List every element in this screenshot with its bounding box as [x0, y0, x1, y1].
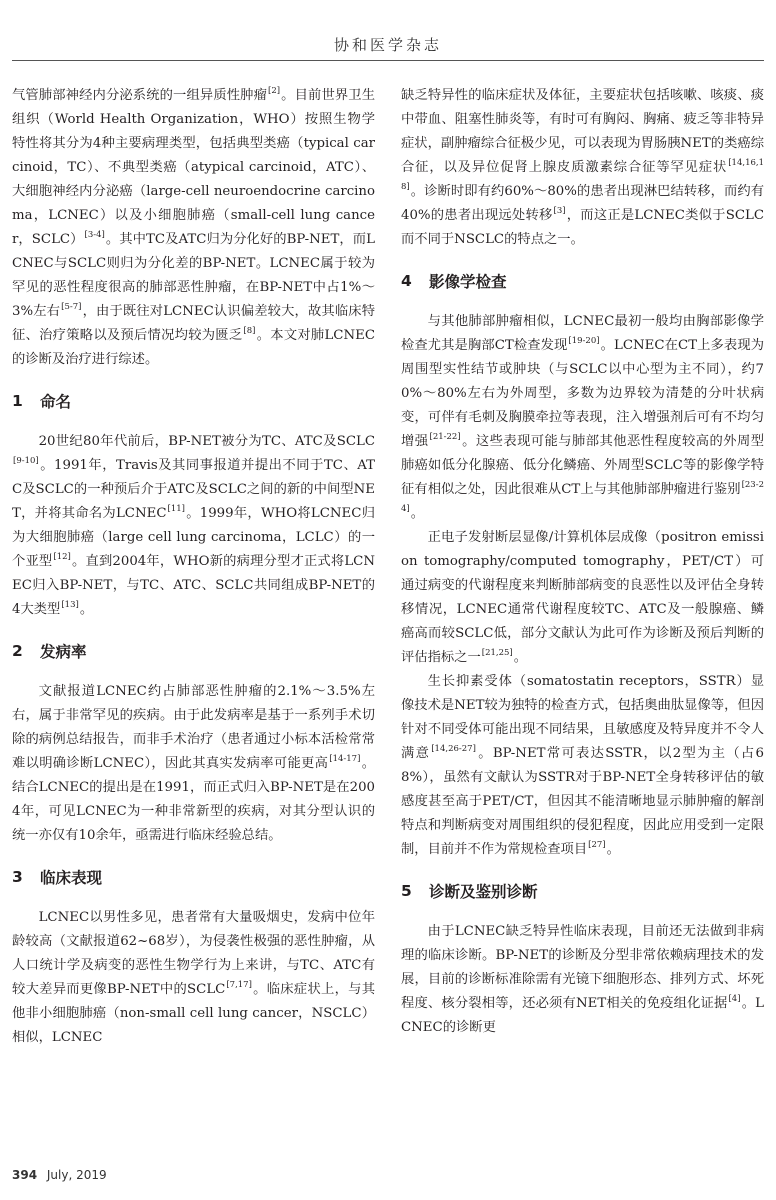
paragraph-text: 正电子发射断层显像/计算机体层成像（positron emission tomography/computed tomography，PET/CT）可通过病变的代谢程度来判断肺部病变的良恶性以及评估全身转移情况，LCNEC通常代谢程度较TC、ATC及一般腺癌、鳞癌高而较SCLC低，部分文献认为此可作为诊断及预后判断的评估指标之一: [401, 530, 764, 665]
body-paragraph: [401, 84, 764, 252]
page-header: [0, 0, 776, 60]
paragraph-text: 。这些表现可能与肺部其他恶性程度较高的外周型肺癌如低分化腺癌、低分化鳞癌、外周型SCLC等的影像学特征有相似之处，因此很难从CT上与其他肺部肿瘤进行鉴别: [401, 434, 765, 497]
citation-ref: [21-22]: [429, 432, 461, 442]
section-title: 临床表现: [40, 869, 103, 887]
paragraph-text: 。: [410, 506, 425, 521]
body-paragraph: [401, 670, 764, 862]
left-column: [12, 84, 375, 1050]
citation-ref: [19-20]: [568, 336, 600, 346]
citation-ref: [9-10]: [13, 456, 39, 466]
section-heading: [401, 862, 764, 920]
section-title: 命名: [40, 393, 72, 411]
paragraph-text: 生长抑素受体（somatostatin receptors，SSTR）显像技术是NET较为独特的检查方式，包括奥曲肽显像等，但因针对不同受体可能出现不同结果，且敏感度及特异度并不令人满意: [401, 674, 764, 761]
page-number: 394: [12, 1168, 38, 1182]
section-title: 影像学检查: [429, 273, 507, 291]
citation-ref: [8]: [243, 326, 256, 336]
citation-ref: [11]: [167, 504, 185, 514]
citation-ref: [4]: [728, 994, 741, 1004]
citation-ref: [13]: [61, 600, 79, 610]
paragraph-text: 与其他肺部肿瘤相似，LCNEC最初一般均由胸部影像学检查尤其是胸部CT检查发现: [401, 314, 764, 353]
paragraph-text: 。临床症状上，与其他非小细胞肺癌（non-small cell lung cancer，NSCLC）相似，LCNEC: [12, 982, 375, 1045]
issue-date: July, 2019: [46, 1168, 107, 1182]
paragraph-text: 。1999年，WHO将LCNEC归为大细胞肺癌（large cell lung carcinoma，LCLC）的一个亚型: [12, 506, 375, 569]
citation-ref: [12]: [53, 552, 71, 562]
body-paragraph: [401, 310, 764, 526]
journal-title: 协和医学杂志: [333, 36, 442, 54]
body-paragraph: [12, 906, 375, 1050]
section-heading: [12, 622, 375, 680]
paragraph-text: 气管肺部神经内分泌系统的一组异质性肿瘤: [12, 88, 268, 103]
citation-ref: [14-17]: [329, 754, 361, 764]
paragraph-text: ，由于既往对LCNEC认识偏差较大，故其临床特征、治疗策略以及预后情况均较为匮乏: [12, 304, 375, 343]
citation-ref: [5-7]: [61, 302, 82, 312]
section-title: 发病率: [40, 643, 87, 661]
paragraph-text: 20世纪80年代前后，BP-NET被分为TC、ATC及SCLC: [38, 434, 375, 449]
paragraph-text: 。1991年，Travis及其同事报道并提出不同于TC、ATC及SCLC的一种预后介于ATC及SCLC之间的新的中间型NET，并将其命名为LCNEC: [12, 458, 375, 521]
paragraph-text: 。LCNEC的诊断更: [401, 996, 764, 1035]
paragraph-text: 。: [79, 602, 94, 617]
citation-ref: [3-4]: [84, 230, 105, 240]
citation-ref: [23-24]: [401, 480, 764, 514]
paragraph-text: 。: [606, 842, 620, 857]
paragraph-text: 。直到2004年，WHO新的病理分型才正式将LCNEC归入BP-NET，与TC、ATC、SCLC共同组成BP-NET的4大类型: [12, 554, 375, 617]
paragraph-text: 。本文对肺LCNEC的诊断及治疗进行综述。: [12, 328, 375, 367]
section-number: 4: [401, 272, 412, 290]
section-number: 5: [401, 882, 412, 900]
citation-ref: [14,26-27]: [431, 744, 476, 754]
paragraph-text: 。BP-NET常可表达SSTR，以2型为主（占68%），虽然有文献认为SSTR对于BP-NET全身转移评估的敏感度甚至高于PET/CT，但因其不能清晰地显示肺肿瘤的解剖特点和判断病变对周围组织的侵犯程度，因此应用受到一定限制，目前并不作为常规检查项目: [401, 746, 765, 857]
citation-ref: [2]: [268, 86, 281, 96]
paragraph-text: 。诊断时即有约60%～80%的患者出现淋巴结转移，而约有40%的患者出现远处转移: [401, 184, 764, 223]
citation-ref: [3]: [553, 206, 566, 216]
citation-ref: [14,16,18]: [401, 158, 764, 192]
section-heading: [401, 252, 764, 310]
section-number: 1: [12, 392, 23, 410]
paragraph-text: 。结合LCNEC的提出是在1991，而正式归入BP-NET是在2004年，可见LCNEC为一种非常新型的疾病，对其分型认识的统一亦仅有10余年，亟需进行临床经验总结。: [12, 756, 375, 843]
body-paragraph: [401, 526, 764, 670]
paragraph-text: ，而这正是LCNEC类似于SCLC而不同于NSCLC的特点之一。: [401, 208, 764, 247]
body-paragraph: [12, 84, 375, 372]
paragraph-text: 。LCNEC在CT上多表现为周围型实性结节或肿块（与SCLC以中心型为主不同），约70%～80%左右为外周型，多数为边界较为清楚的分叶状病变，可伴有毛刺及胸膜牵拉等表现，注入增强剂后可有不均匀增强: [401, 338, 765, 449]
section-title: 诊断及鉴别诊断: [429, 883, 538, 901]
page-footer: [12, 1168, 107, 1182]
header-rule: [12, 60, 764, 61]
citation-ref: [21,25]: [481, 648, 513, 658]
section-heading: [12, 848, 375, 906]
section-heading: [12, 372, 375, 430]
paragraph-text: 由于LCNEC缺乏特异性临床表现，目前还无法做到非病理的临床诊断。BP-NET的诊断及分型非常依赖病理技术的发展，目前的诊断标准除需有光镜下细胞形态、排列方式、坏死程度、核分裂相等，还必须有NET相关的免疫组化证据: [401, 924, 764, 1011]
paragraph-text: 。目前世界卫生组织（World Health Organization，WHO）按照生物学特性将其分为4种主要病理类型，包括典型类癌（typical carcinoid，TC）、不典型类癌（atypical carcinoid，ATC）、大细胞神经内分泌癌（large-cell neuroendocrine carcinoma，LCNEC）以及小细胞肺癌（small-cell lung cancer，SCLC）: [12, 88, 376, 247]
section-number: 2: [12, 642, 23, 660]
body-paragraph: [12, 680, 375, 848]
citation-ref: [27]: [588, 840, 606, 850]
section-number: 3: [12, 868, 23, 886]
paragraph-text: 。其中TC及ATC归为分化好的BP-NET，而LCNEC与SCLC则归为分化差的BP-NET。LCNEC属于较为罕见的恶性程度很高的肺部恶性肿瘤，在BP-NET中占1%～3%左右: [12, 232, 375, 319]
paragraph-text: 文献报道LCNEC约占肺部恶性肿瘤的2.1%～3.5%左右，属于非常罕见的疾病。由于此发病率是基于一系列手术切除的病例总结报告，而非手术治疗（患者通过小标本活检常常难以明确诊断LCNEC），因此其真实发病率可能更高: [12, 684, 375, 771]
body-paragraph: [401, 920, 764, 1040]
right-column: [401, 84, 764, 1040]
citation-ref: [7,17]: [226, 980, 252, 990]
body-paragraph: [12, 430, 375, 622]
paragraph-text: 。: [513, 650, 528, 665]
paragraph-text: 缺乏特异性的临床症状及体征，主要症状包括咳嗽、咳痰、痰中带血、阻塞性肺炎等，有时可有胸闷、胸痛、疲乏等非特异症状，副肿瘤综合征极少见，可以表现为胃肠胰NET的类癌综合征，以及异位促肾上腺皮质激素综合征等罕见症状: [401, 88, 764, 175]
paragraph-text: LCNEC以男性多见，患者常有大量吸烟史，发病中位年龄较高（文献报道62~68岁），为侵袭性极强的恶性肿瘤，从人口统计学及病变的恶性生物学行为上来讲，与TC、ATC有较大差异而更像BP-NET中的SCLC: [12, 910, 375, 997]
